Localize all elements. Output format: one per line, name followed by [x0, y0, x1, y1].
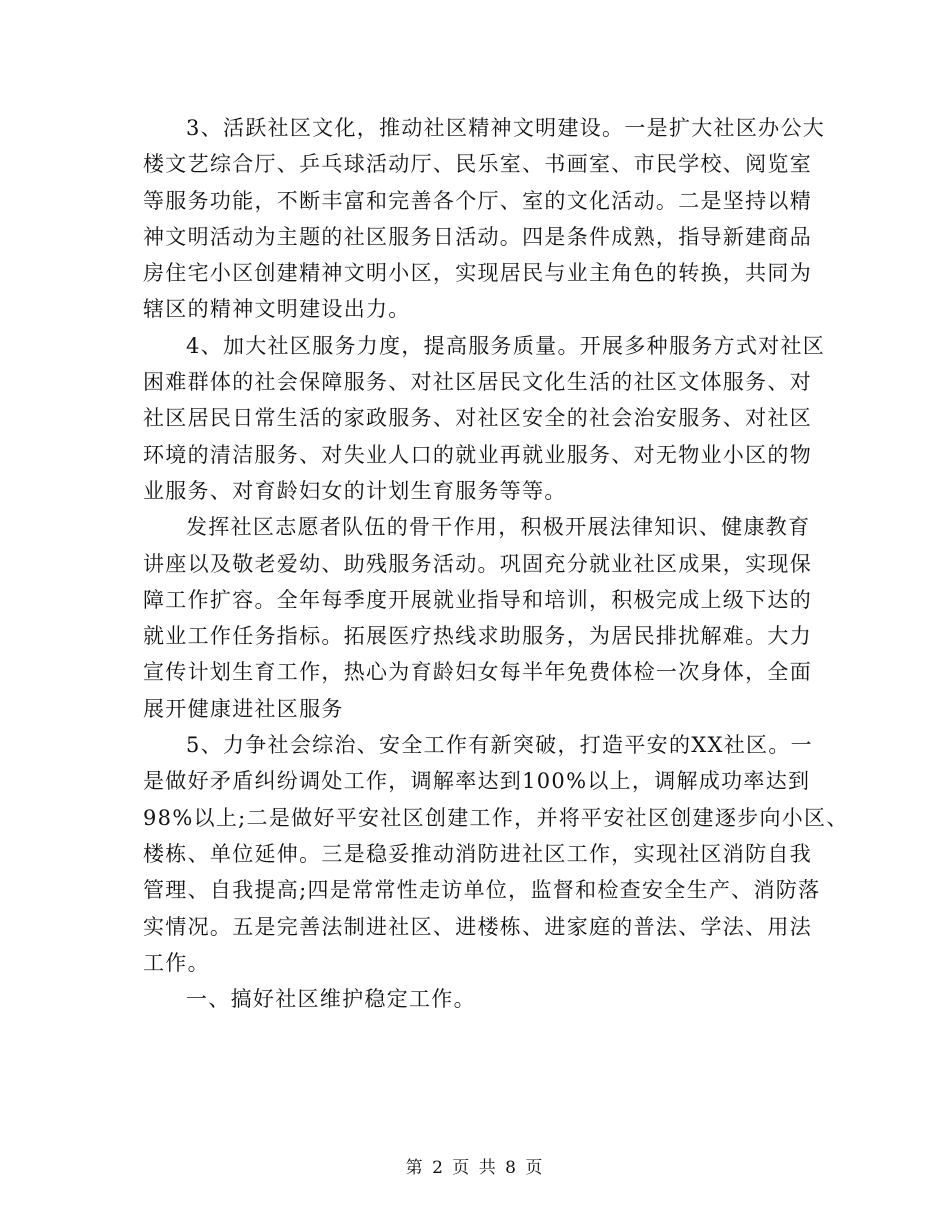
- text-line: 3、活跃社区文化，推动社区精神文明建设。一是扩大社区办公大: [186, 116, 826, 140]
- text-line: 楼文艺综合厅、乒乓球活动厅、民乐室、书画室、市民学校、阅览室: [143, 152, 812, 177]
- text-line: 环境的清洁服务、对失业人口的就业再就业服务、对无物业小区的物: [143, 442, 812, 467]
- total-pages-number: 8: [505, 1158, 518, 1178]
- text-line: 障工作扩容。全年每季度开展就业指导和培训，积极完成上级下达的: [143, 587, 812, 612]
- text-line: 4、加大社区服务力度，提高服务质量。开展多种服务方式对社区: [186, 333, 826, 358]
- page-footer: [0, 1153, 950, 1178]
- paragraph-item-5: [143, 727, 849, 981]
- text-line: 社区居民日常生活的家政服务、对社区安全的社会治安服务、对社区: [143, 406, 812, 431]
- text-line: 等服务功能，不断丰富和完善各个厅、室的文化活动。二是坚持以精: [143, 188, 812, 213]
- section-heading: [143, 981, 805, 1017]
- text-line: 工作。: [143, 950, 210, 975]
- document-body: [143, 110, 849, 1017]
- page-label-suffix: 页: [525, 1158, 545, 1178]
- page-label-middle: 页 共: [452, 1158, 498, 1178]
- text-line: 困难群体的社会保障服务、对社区居民文化生活的社区文体服务、对: [143, 370, 812, 395]
- paragraph-item-3: [143, 110, 826, 328]
- paragraph-item-4: [143, 328, 826, 509]
- text-line: 展开健康进社区服务: [143, 696, 344, 721]
- heading-text: 一、搞好社区维护稳定工作。: [186, 987, 476, 1012]
- text-line: 神文明活动为主题的社区服务日活动。四是条件成熟，指导新建商品: [143, 224, 812, 249]
- text-line: 辖区的精神文明建设出力。: [143, 297, 411, 322]
- text-line: 98%以上;二是做好平安社区创建工作，并将平安社区创建逐步向小区、: [143, 805, 849, 830]
- text-line: 宣传计划生育工作，热心为育龄妇女每半年免费体检一次身体，全面: [143, 660, 812, 685]
- text-line: 业服务、对育龄妇女的计划生育服务等等。: [143, 478, 567, 503]
- text-line: 就业工作任务指标。拓展医疗热线求助服务，为居民排扰解难。大力: [143, 624, 812, 649]
- text-line: 实情况。五是完善法制进社区、进楼栋、进家庭的普法、学法、用法: [143, 914, 812, 939]
- text-line: 发挥社区志愿者队伍的骨干作用，积极开展法律知识、健康教育: [186, 515, 811, 540]
- text-line: 讲座以及敬老爱幼、助残服务活动。巩固充分就业社区成果，实现保: [143, 551, 812, 576]
- text-line: 管理、自我提高;四是常常性走访单位，监督和检查安全生产、消防落: [143, 878, 821, 903]
- text-line: 5、力争社会综治、安全工作有新突破，打造平安的XX社区。一: [186, 733, 813, 758]
- paragraph-volunteers: [143, 509, 812, 727]
- page-label-prefix: 第: [405, 1158, 425, 1178]
- text-line: 房住宅小区创建精神文明小区，实现居民与业主角色的转换，共同为: [143, 261, 812, 286]
- text-line: 是做好矛盾纠纷调处工作，调解率达到100%以上，调解成功率达到: [143, 769, 811, 794]
- current-page-number: 2: [432, 1158, 445, 1178]
- text-line: 楼栋、单位延伸。三是稳妥推动消防进社区工作，实现社区消防自我: [143, 841, 812, 866]
